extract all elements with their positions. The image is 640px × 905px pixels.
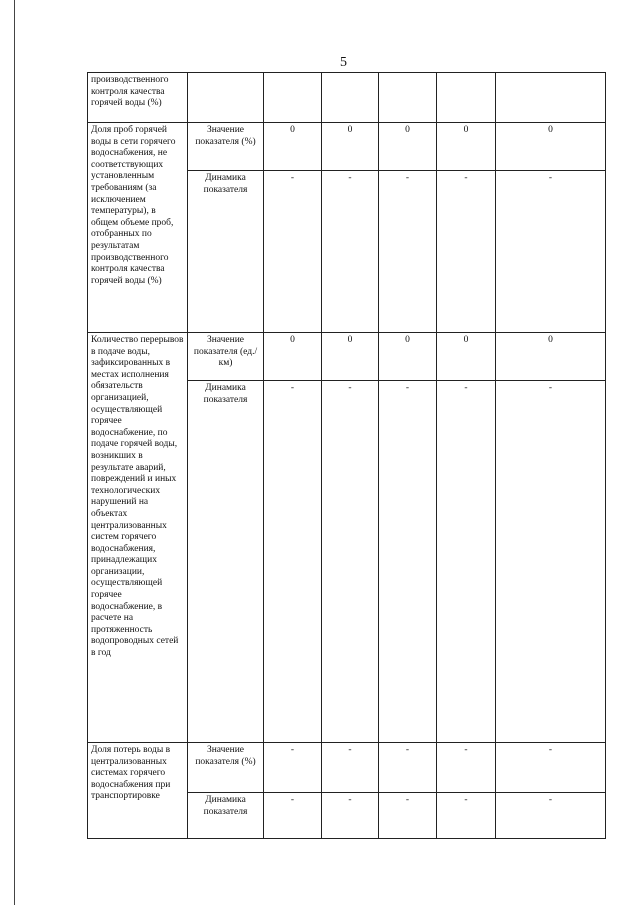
value-cell: 0 — [437, 333, 496, 381]
value-cell: - — [496, 743, 606, 793]
value-cell: - — [322, 171, 379, 333]
value-cell: - — [437, 171, 496, 333]
value-cell: 0 — [496, 333, 606, 381]
indicator-kind: Значение показателя (ед./км) — [188, 333, 264, 381]
value-cell: - — [379, 171, 437, 333]
indicators-table — [87, 72, 606, 839]
value-cell: 0 — [379, 123, 437, 171]
value-cell — [379, 73, 437, 123]
value-cell — [322, 73, 379, 123]
value-cell: 0 — [437, 123, 496, 171]
value-cell: - — [264, 171, 322, 333]
value-cell: - — [496, 171, 606, 333]
indicator-kind — [188, 73, 264, 123]
indicator-kind: Значение показателя (%) — [188, 123, 264, 171]
value-cell: 0 — [379, 333, 437, 381]
indicator-label: производственного контроля качества горячей воды (%) — [88, 73, 188, 123]
value-cell: - — [437, 743, 496, 793]
indicator-kind: Динамика показателя — [188, 171, 264, 333]
table-row — [88, 743, 606, 793]
indicator-kind: Значение показателя (%) — [188, 743, 264, 793]
value-cell: - — [264, 793, 322, 839]
value-cell: - — [322, 743, 379, 793]
indicator-label: Доля потерь воды в централизованных системах горячего водоснабжения при транспортировке — [88, 743, 188, 839]
indicator-label: Количество перерывов в подаче воды, зафиксированных в местах исполнения обязательств организацией, осуществляющей горячее водоснабжение, по подаче горячей воды, возникших в результате аварий, повреждений и иных технологических нарушений на объектах централизованных систем горячего водоснабжения, принадлежащих организации, осуществляющей горячее водоснабжение, в расчете на протяженность водопроводных сетей в год — [88, 333, 188, 743]
value-cell: - — [322, 381, 379, 743]
indicator-label: Доля проб горячей воды в сети горячего водоснабжения, не соответствующих установленным требованиям (за исключением температуры), в общем объеме проб, отобранных по результатам производственного контроля качества горячей воды (%) — [88, 123, 188, 333]
value-cell: - — [379, 793, 437, 839]
value-cell — [437, 73, 496, 123]
value-cell: 0 — [322, 333, 379, 381]
value-cell: - — [264, 381, 322, 743]
value-cell: - — [264, 743, 322, 793]
value-cell: - — [496, 381, 606, 743]
value-cell: - — [379, 743, 437, 793]
value-cell — [496, 73, 606, 123]
value-cell: - — [437, 793, 496, 839]
table-row — [88, 333, 606, 381]
value-cell: - — [437, 381, 496, 743]
indicator-kind: Динамика показателя — [188, 793, 264, 839]
value-cell: 0 — [264, 123, 322, 171]
page-number: 5 — [340, 55, 347, 70]
value-cell — [264, 73, 322, 123]
table-row — [88, 73, 606, 123]
value-cell: 0 — [264, 333, 322, 381]
value-cell: 0 — [322, 123, 379, 171]
value-cell: 0 — [496, 123, 606, 171]
indicator-kind: Динамика показателя — [188, 381, 264, 743]
value-cell: - — [322, 793, 379, 839]
value-cell: - — [496, 793, 606, 839]
table-row — [88, 123, 606, 171]
value-cell: - — [379, 381, 437, 743]
scan-edge-line — [14, 0, 15, 905]
